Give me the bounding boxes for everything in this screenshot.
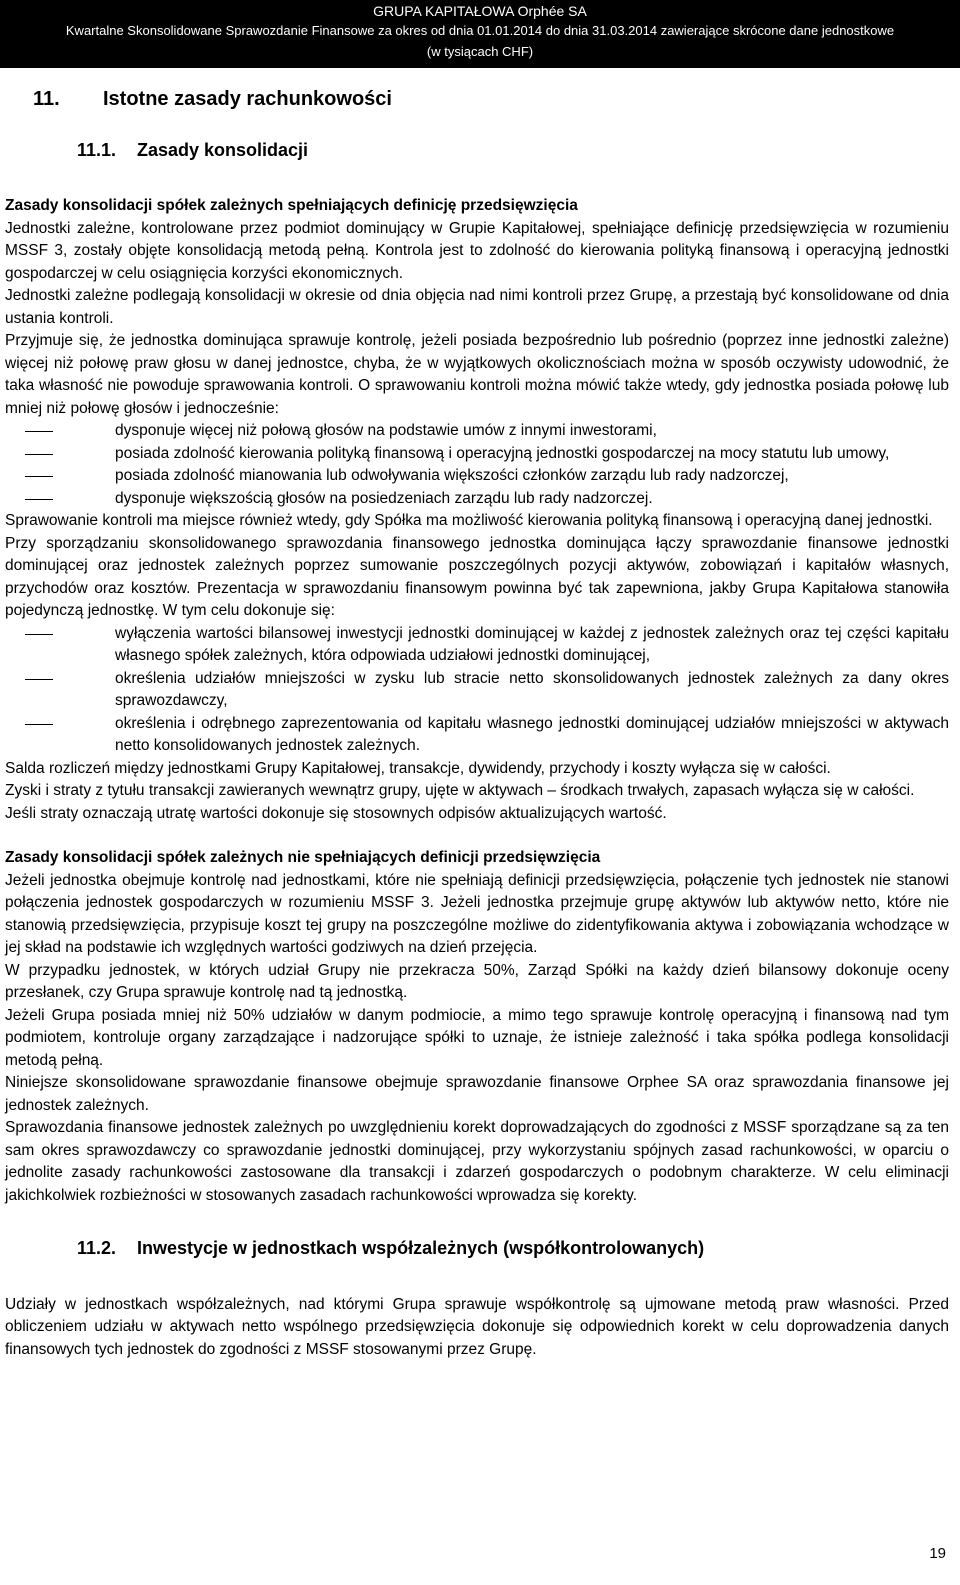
list-item: dysponuje więcej niż połową głosów na podstawie umów z innymi inwestorami,	[5, 420, 949, 443]
paragraph: Przyjmuje się, że jednostka dominująca sprawuje kontrolę, jeżeli posiada bezpośrednio lub pośrednio (poprzez inne jednostki zależne) więcej niż połowę praw głosu w danej jednostce, chyba, że w wyjątkowych okolicznościach można w sposób oczywisty udowodnić, że taka własność nie powoduje sprawowania kontroli. O sprawowaniu kontroli można mówić także wtedy, gdy jednostka posiada połowę lub mniej niż połowę głosów i jednocześnie:	[5, 332, 949, 417]
paragraph: Jeżeli Grupa posiada mniej niż 50% udziałów w danym podmiocie, a mimo tego sprawuje kontrolę operacyjną i finansową nad tym podmiotem, kontroluje organy zarządzające i nadzorujące spółki to uznaje, że istnieje zależność i taka spółka podlega konsolidacji metodą pełną.	[5, 1006, 949, 1069]
subsection-title: Inwestycje w jednostkach współzależnych (współkontrolowanych)	[137, 1238, 705, 1258]
paragraph: Sprawowanie kontroli ma miejsce również wtedy, gdy Spółka ma możliwość kierowania polityką finansową i operacyjną danej jednostki.	[5, 512, 933, 529]
subsection-title: Zasady konsolidacji	[137, 139, 309, 160]
paragraph: Jeśli straty oznaczają utratę wartości dokonuje się stosownych odpisów aktualizujących wartość.	[5, 804, 667, 822]
list-item: dysponuje większością głosów na posiedzeniach zarządu lub rady nadzorczej.	[5, 488, 949, 511]
list-item: posiada zdolność mianowania lub odwoływania większości członków zarządu lub rady nadzorczej,	[5, 465, 949, 488]
paragraph: Salda rozliczeń między jednostkami Grupy Kapitałowej, transakcje, dywidendy, przychody i koszty wyłącza się w całości.	[5, 759, 831, 777]
section-title: Istotne zasady rachunkowości	[103, 88, 392, 110]
units-note: (w tysiącach CHF)	[426, 44, 534, 59]
section-number: 11.	[33, 88, 60, 110]
subsection-number: 11.1.	[77, 139, 117, 160]
paragraph: Jednostki zależne, kontrolowane przez podmiot dominujący w Grupie Kapitałowej, spełniające definicję przedsięwzięcia w rozumieniu MSSF 3, zostały objęte konsolidacją metodą pełną. Kontrola jest to zdolność do kierowania polityką finansową i operacyjną jednostki gospodarczej w celu osiągnięcia korzyści ekonomicznych.	[5, 219, 949, 282]
paragraph: Jeżeli jednostka obejmuje kontrolę nad jednostkami, które nie spełniają definicji przedsięwzięcia, połączenie tych jednostek nie stanowi połączenia jednostek gospodarczych w rozumieniu MSSF 3. Jeżeli jednostka przejmuje grupę aktywów lub aktywów netto, które nie stanowią przedsięwzięcia, przypisuje koszt tej grupy na poszczególne możliwe do zidentyfikowania aktywa i zobowiązania wchodzące w jej skład na podstawie ich względnych wartości godziwych na dzień przejęcia.	[5, 871, 949, 956]
subsection-number: 11.2.	[77, 1238, 117, 1258]
paragraph: Przy sporządzaniu skonsolidowanego sprawozdania finansowego jednostka dominująca łączy sprawozdanie finansowe jednostki dominującej oraz jednostek zależnych poprzez sumowanie poszczególnych pozycji aktywów, zobowiązań i kapitałów własnych, przychodów oraz kosztów. Prezentacja w sprawozdaniu finansowym powinna być tak zapewniona, jakby Grupa Kapitałowa stanowiła pojedynczą jednostkę. W tym celu dokonuje się:	[5, 534, 949, 619]
subsection-heading	[5, 139, 949, 162]
paragraph: Zyski i straty z tytułu transakcji zawieranych wewnątrz grupy, ujęte w aktywach – środkach trwałych, zapasach wyłącza się w całości.	[5, 782, 915, 799]
report-title: Kwartalne Skonsolidowane Sprawozdanie Finansowe za okres od dnia 01.01.2014 do dnia 31.03.2014 zawierające skrócone dane jednostkowe	[65, 23, 895, 38]
paragraph-heading: Zasady konsolidacji spółek zależnych spełniających definicję przedsięwzięcia	[5, 197, 578, 214]
list-item: posiada zdolność kierowania polityką finansową i operacyjną jednostki gospodarczej na mocy statutu lub umowy,	[5, 443, 949, 466]
dash-list	[5, 420, 949, 510]
page-number: 19	[929, 1545, 946, 1562]
spacer	[5, 825, 949, 847]
list-item: określenia udziałów mniejszości w zysku lub stracie netto skonsolidowanych jednostek zależnych za dany okres sprawozdawczy,	[5, 668, 949, 713]
subsection-heading	[5, 1237, 949, 1260]
list-item: wyłączenia wartości bilansowej inwestycji jednostki dominującej w każdej z jednostek zależnych oraz tej części kapitału własnego spółek zależnych, która odpowiada udziałowi jednostki dominującej,	[5, 623, 949, 668]
paragraph: Sprawozdania finansowe jednostek zależnych po uwzględnieniu korekt doprowadzających do zgodności z MSSF sporządzane są za ten sam okres sprawozdawczy co sprawozdanie jednostki dominującej, przy wykorzystaniu spójnych zasad rachunkowości, w oparciu o jednolite zasady rachunkowości zastosowane dla transakcji i zdarzeń gospodarczych o podobnym charakterze. W celu eliminacji jakichkolwiek rozbieżności w stosowanych zasadach rachunkowości wprowadza się korekty.	[5, 1119, 949, 1204]
company-name: GRUPA KAPITAŁOWA Orphée SA	[373, 3, 587, 19]
section-heading	[5, 88, 949, 111]
paragraph: Udziały w jednostkach współzależnych, nad którymi Grupa sprawuje współkontrolę są ujmowane metodą praw własności. Przed obliczeniem udziału w aktywach netto wspólnego przedsięwzięcia dokonuje się odpowiednich korekt w celu doprowadzenia danych finansowych tych jednostek do zgodności z MSSF stosowanymi przez Grupę.	[5, 1295, 949, 1358]
spacer	[5, 1207, 949, 1237]
dash-list	[5, 623, 949, 758]
paragraph: Niniejsze skonsolidowane sprawozdanie finansowe obejmuje sprawozdanie finansowe Orphee SA oraz sprawozdania finansowe jej jednostek zależnych.	[5, 1074, 949, 1114]
page-header	[0, 0, 960, 68]
paragraph: Jednostki zależne podlegają konsolidacji w okresie od dnia objęcia nad nimi kontroli przez Grupę, a przestają być konsolidowane od dnia ustania kontroli.	[5, 287, 949, 327]
paragraph: W przypadku jednostek, w których udział Grupy nie przekracza 50%, Zarząd Spółki na każdy dzień bilansowy dokonuje oceny przesłanek, czy Grupa sprawuje kontrolę nad tą jednostką.	[5, 961, 949, 1001]
list-item: określenia i odrębnego zaprezentowania od kapitału własnego jednostki dominującej udziałów mniejszości w aktywach netto konsolidowanych jednostek zależnych.	[5, 713, 949, 758]
paragraph-heading: Zasady konsolidacji spółek zależnych nie spełniających definicji przedsięwzięcia	[5, 849, 601, 866]
document-body	[5, 88, 949, 1361]
